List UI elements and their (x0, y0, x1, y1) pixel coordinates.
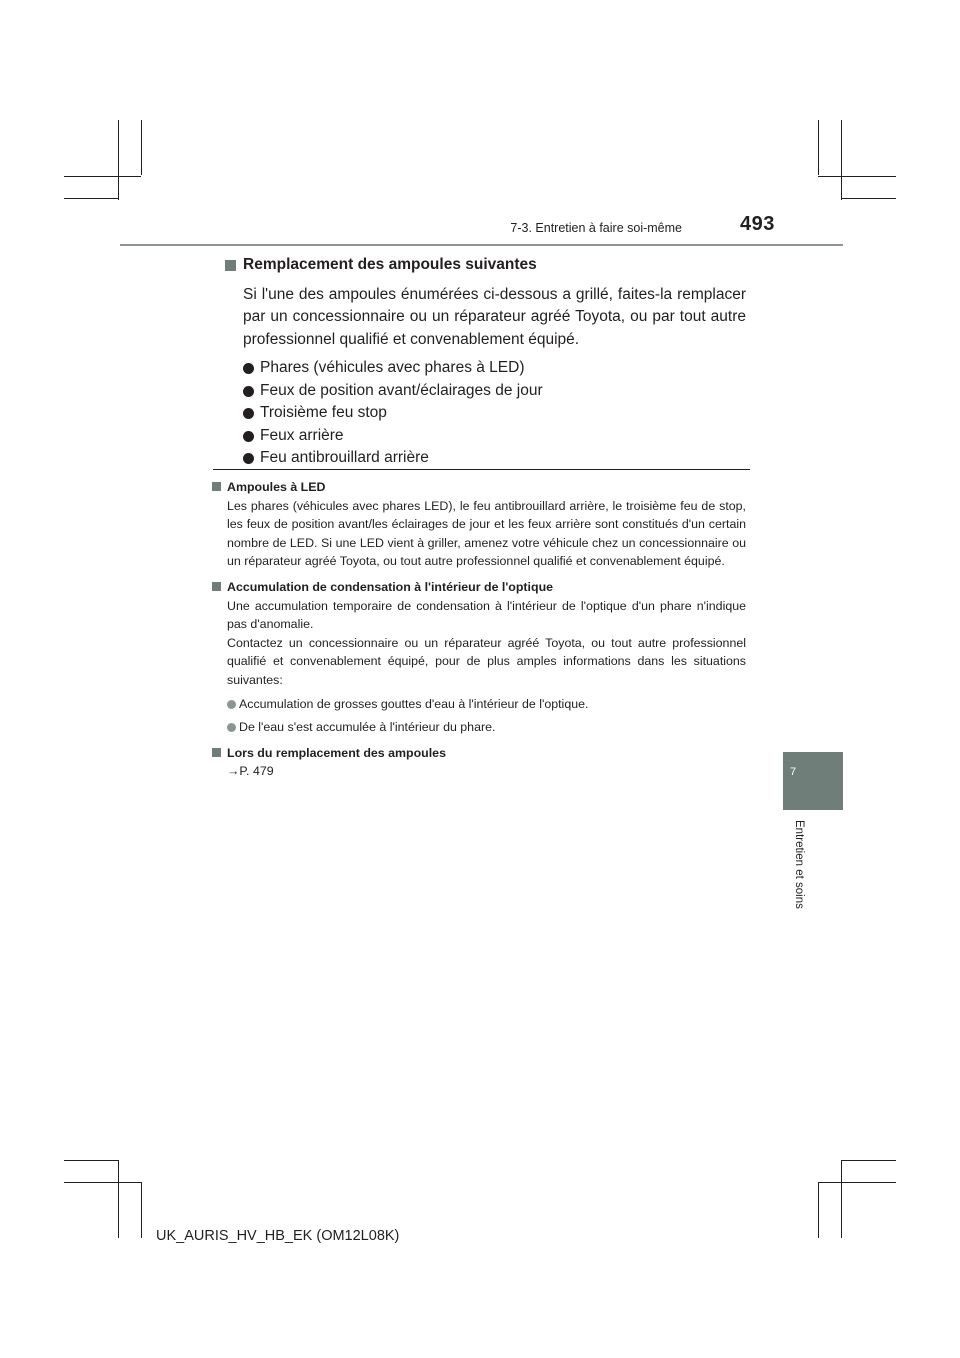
bulb-list (225, 357, 746, 469)
chapter-title: Entretien et soins (793, 820, 805, 909)
crop-mark (118, 1160, 119, 1238)
square-bullet-icon (212, 748, 221, 757)
note-replacement (212, 744, 746, 781)
crop-mark (841, 120, 842, 200)
section-divider (213, 469, 750, 470)
square-bullet-icon (212, 582, 221, 591)
crop-mark (141, 120, 142, 175)
crop-mark (64, 198, 119, 199)
note-heading: Ampoules à LED (212, 478, 746, 497)
list-item: Feux de position avant/éclairages de jour (243, 380, 746, 402)
crop-mark (818, 120, 819, 175)
bullet-dot-icon (243, 431, 254, 442)
bullet-dot-icon (243, 363, 254, 374)
bullet-dot-icon (243, 386, 254, 397)
notes-section (212, 478, 746, 788)
note-condensation (212, 578, 746, 737)
section-heading-text: Remplacement des ampoules suivantes (243, 256, 537, 273)
crop-mark (141, 1182, 142, 1238)
note-text: Les phares (véhicules avec phares LED), le feu antibrouillard arrière, le troisième feu de stop, les feux de position avant/les éclairages de jour et les feux arrière sont constitués d'un certain nombre de LED. Si une LED vient à griller, amenez votre véhicule chez un concessionnaire ou un réparateur agréé Toyota, ou tout autre professionnel qualifié et convenablement équipé. (227, 498, 746, 569)
crop-mark (64, 1160, 119, 1161)
note-text: Une accumulation temporaire de condensation à l'intérieur de l'optique d'un phare n'indique pas d'anomalie. (227, 598, 746, 632)
square-bullet-icon (225, 260, 236, 271)
note-bullet-item: De l'eau s'est accumulée à l'intérieur du phare. (212, 718, 746, 737)
section-intro: Si l'une des ampoules énumérées ci-dessous a grillé, faites-la remplacer par un concessionnaire ou un réparateur agréé Toyota, ou par tout autre professionnel qualifié et convenablement équipé. (243, 285, 746, 348)
crop-mark (818, 1182, 819, 1238)
crop-mark (64, 176, 141, 177)
crop-mark (841, 1160, 842, 1238)
square-bullet-icon (212, 482, 221, 491)
bullet-dot-icon (243, 408, 254, 419)
main-section (225, 254, 746, 469)
crop-mark (64, 1182, 141, 1183)
header-rule (120, 244, 843, 246)
section-heading (225, 254, 746, 277)
list-item: Phares (véhicules avec phares à LED) (243, 357, 746, 379)
document-code: UK_AURIS_HV_HB_EK (OM12L08K) (156, 1228, 400, 1244)
chapter-tab (783, 752, 843, 810)
bullet-dot-icon (243, 453, 254, 464)
list-item: Feu antibrouillard arrière (243, 447, 746, 469)
note-bullet-item: Accumulation de grosses gouttes d'eau à l'intérieur de l'optique. (212, 695, 746, 714)
crop-mark (818, 176, 896, 177)
crop-mark (841, 1160, 896, 1161)
crop-mark (841, 198, 896, 199)
note-led (212, 478, 746, 571)
list-item: Feux arrière (243, 425, 746, 447)
chapter-number: 7 (789, 766, 797, 778)
note-heading: Accumulation de condensation à l'intérieur de l'optique (212, 578, 746, 597)
note-text: Contactez un concessionnaire ou un réparateur agréé Toyota, ou tout autre professionnel qualifié et convenablement équipé, pour de plus amples informations dans les situations suivantes: (227, 635, 746, 687)
bullet-dot-icon (227, 723, 236, 732)
note-heading: Lors du remplacement des ampoules (212, 744, 746, 763)
page-reference-link[interactable]: →P. 479 (227, 764, 274, 779)
crop-mark (818, 1182, 896, 1183)
header-section-title: 7-3. Entretien à faire soi-même (510, 221, 682, 235)
list-item: Troisième feu stop (243, 402, 746, 424)
crop-mark (118, 120, 119, 200)
bullet-dot-icon (227, 700, 236, 709)
page-number: 493 (740, 213, 775, 235)
